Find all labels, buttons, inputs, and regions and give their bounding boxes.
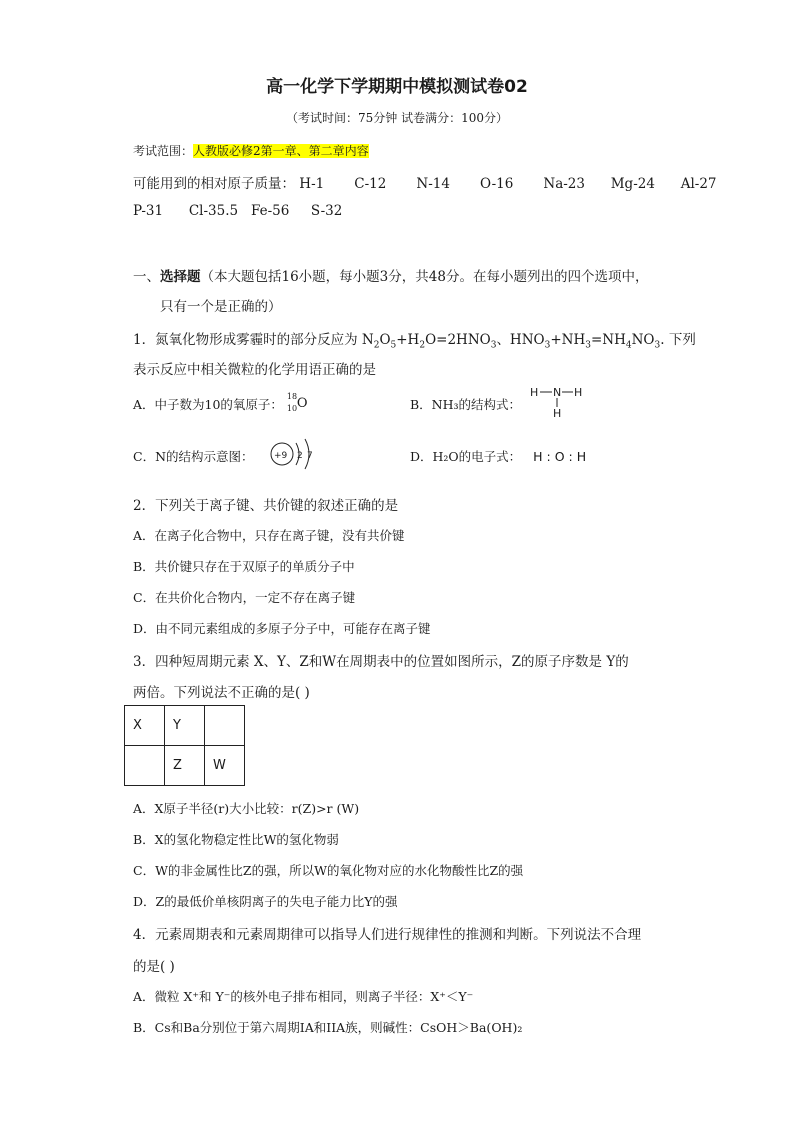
q4-stem-line2: 的是( ) [133, 959, 175, 975]
periodic-table-fragment [124, 705, 245, 786]
mass-item: O-16 [480, 176, 514, 192]
nucleus-charge: +9 [274, 451, 288, 461]
table-cell: X [125, 706, 165, 746]
table-row [125, 746, 245, 786]
q1-option-c-label: C．N的结构示意图： [133, 449, 254, 464]
atomic-masses-line2 [133, 203, 342, 219]
table-cell [125, 746, 165, 786]
oxygen-isotope-notation: 18 10 O [286, 391, 308, 413]
q3-option-d: D．Z的最低价单核阴离子的失电子能力比Y的强 [133, 894, 398, 909]
q1-option-b [410, 395, 521, 413]
svg-text:N: N [553, 386, 562, 399]
section-desc: （本大题包括16小题，每小题3分，共48分。在每小题列出的四个选项中， [200, 269, 649, 285]
q1-option-a-label: A．中子数为10的氧原子： [133, 397, 283, 412]
mass-item: P-31 [133, 203, 164, 219]
water-electron-formula: H : O : H [533, 449, 587, 464]
exam-info: （考试时间：75分钟 试卷满分：100分） [286, 111, 508, 125]
ammonia-structural-formula [528, 383, 594, 423]
q2-option-d: D．由不同元素组成的多原子分子中，可能存在离子键 [133, 621, 431, 636]
mass-item: Na-23 [543, 176, 585, 192]
q2-option-b: B．共价键只存在于双原子的单质分子中 [133, 559, 355, 574]
q1-option-d-label: D．H₂O的电子式： [410, 449, 522, 464]
section-heading [133, 265, 648, 285]
table-row [125, 706, 245, 746]
svg-text:H: H [530, 386, 539, 399]
q1-option-a [133, 391, 309, 414]
q3-option-a: A．X原子半径(r)大小比较：r(Z)>r (W) [133, 801, 360, 816]
q1-stem-prefix: 1．氮氧化物形成雾霾时的部分反应为 N [133, 332, 374, 348]
exam-range [133, 142, 369, 159]
q2-stem: 2．下列关于离子键、共价键的叙述正确的是 [133, 498, 399, 514]
table-cell: W [205, 746, 245, 786]
q3-stem-line2: 两倍。下列说法不正确的是( ) [133, 685, 310, 701]
q4-option-b: B．Cs和Ba分别位于第六周期IA和IIA族，则碱性：CsOH＞Ba(OH)₂ [133, 1020, 523, 1035]
atomic-masses-label: 可能用到的相对原子质量： [133, 176, 295, 192]
q1-option-c [133, 447, 254, 465]
section-number: 一、 [133, 269, 160, 285]
section-name: 选择题 [160, 269, 201, 285]
mass-item: Mg-24 [610, 176, 655, 192]
page-title: 高一化学下学期期中模拟测试卷02 [266, 77, 528, 97]
mass-item: N-14 [416, 176, 450, 192]
q2-option-a: A．在离子化合物中，只存在离子键，没有共价键 [133, 528, 405, 543]
q4-option-a: A．微粒 X⁺和 Y⁻的核外电子排布相同，则离子半径：X⁺＜Y⁻ [133, 989, 474, 1004]
nitrogen-atomic-structure-diagram [268, 434, 320, 474]
mass-item: C-12 [354, 176, 387, 192]
mass-item: S-32 [310, 203, 343, 219]
q1-option-d [410, 447, 586, 465]
q2-option-c: C．在共价化合物内，一定不存在离子键 [133, 590, 356, 605]
table-cell [205, 706, 245, 746]
section-desc-cont: 只有一个是正确的） [160, 299, 282, 315]
svg-text:H: H [574, 386, 583, 399]
exam-range-value: 人教版必修2第一章、第二章内容 [193, 144, 369, 158]
mass-item: Cl-35.5 [188, 203, 239, 219]
q1-stem: 1．氮氧化物形成雾霾时的部分反应为 $N_2O_5+H_2O=2HNO_3$、$HNO_3+NH_3=NH_4NO_3$. 下列 [133, 332, 696, 351]
table-cell: Z [165, 746, 205, 786]
mass-item: Al-27 [680, 176, 717, 192]
q3-stem: 3．四种短周期元素 X、Y、Z和W在周期表中的位置如图所示，Z的原子序数是 Y的 [133, 654, 629, 670]
mass-item: H-1 [299, 176, 325, 192]
shell-1-electrons: 2 [297, 451, 303, 461]
q1-option-b-label: B．NH₃的结构式： [410, 397, 522, 412]
q4-stem: 4．元素周期表和元素周期律可以指导人们进行规律性的推测和判断。下列说法不合理 [133, 927, 642, 943]
atomic-masses-line1 [133, 172, 717, 192]
shell-2-electrons: 7 [307, 451, 313, 461]
mass-item: Fe-56 [251, 203, 290, 219]
q3-option-c: C．W的非金属性比Z的强，所以W的氧化物对应的水化物酸性比Z的强 [133, 863, 524, 878]
table-cell: Y [165, 706, 205, 746]
svg-text:H: H [553, 407, 562, 420]
q3-option-b: B．X的氢化物稳定性比W的氢化物弱 [133, 832, 339, 847]
exam-range-label: 考试范围： [133, 144, 194, 158]
q1-stem-line2: 表示反应中相关微粒的化学用语正确的是 [133, 362, 376, 378]
